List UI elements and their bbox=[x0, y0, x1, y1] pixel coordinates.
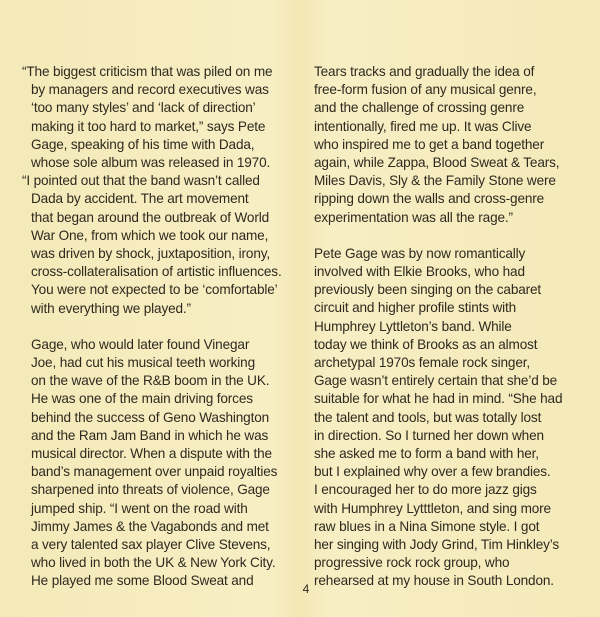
paragraph-gage-background bbox=[22, 336, 302, 591]
text-line: Gage, who would later found Vinegar bbox=[31, 336, 250, 352]
text-line: her singing with Jody Grind, Tim Hinkley’s bbox=[314, 537, 560, 553]
page-number: 4 bbox=[302, 582, 310, 596]
text-line: experimentation was all the rage.” bbox=[314, 209, 513, 225]
text-line: today we think of Brooks as an almost bbox=[314, 336, 538, 352]
text-line: Joe, had cut his musical teeth working bbox=[31, 355, 256, 371]
text-line: making it too hard to market,” says Pete bbox=[31, 118, 266, 134]
left-column bbox=[22, 63, 302, 591]
text-line: Gage, speaking of his time with Dada, bbox=[31, 136, 255, 152]
text-line: with everything we played.” bbox=[31, 300, 191, 316]
text-line: ‘too many styles’ and ‘lack of direction’ bbox=[31, 100, 256, 116]
text-line: He was one of the main driving forces bbox=[31, 391, 253, 407]
text-line: jumped ship. “I went on the road with bbox=[31, 500, 248, 516]
text-line: “The biggest criticism that was piled on me bbox=[22, 64, 273, 79]
text-line: with Humphrey Lytttleton, and sing more bbox=[314, 500, 551, 516]
text-line: intentionally, fired me up. It was Clive bbox=[314, 118, 532, 134]
text-line: He played me some Blood Sweat and bbox=[31, 573, 254, 589]
text-line: whose sole album was released in 1970. bbox=[31, 155, 271, 171]
text-line: Pete Gage was by now romantically bbox=[314, 245, 526, 261]
paragraph-fusion-idea bbox=[314, 63, 594, 227]
text-line: Jimmy James & the Vagabonds and met bbox=[31, 518, 269, 534]
text-line: Humphrey Lyttleton’s band. While bbox=[314, 318, 512, 334]
text-line: and the challenge of crossing genre bbox=[314, 100, 525, 116]
text-line: who lived in both the UK & New York City. bbox=[31, 555, 276, 571]
text-line: involved with Elkie Brooks, who had bbox=[314, 264, 525, 280]
text-line: I encouraged her to do more jazz gigs bbox=[314, 482, 537, 498]
paragraph-quote-dada bbox=[22, 172, 302, 318]
text-line: she asked me to form a band with her, bbox=[314, 446, 539, 462]
paragraph-elkie-brooks bbox=[314, 245, 594, 591]
paragraph-spacer bbox=[314, 227, 594, 245]
text-line: was driven by shock, juxtaposition, irony, bbox=[31, 246, 271, 262]
text-line: in direction. So I turned her down when bbox=[314, 427, 544, 443]
text-line: Gage wasn’t entirely certain that she’d be bbox=[314, 373, 558, 389]
text-line: progressive rock rock group, who bbox=[314, 555, 510, 571]
text-line: free-form fusion of any musical genre, bbox=[314, 82, 537, 98]
text-line: “I pointed out that the band wasn’t called bbox=[22, 173, 260, 189]
text-line: who inspired me to get a band together bbox=[314, 136, 545, 152]
text-line: War One, from which we took our name, bbox=[31, 227, 269, 243]
text-line: raw blues in a Nina Simone style. I got bbox=[314, 518, 540, 534]
text-line: ripping down the walls and cross-genre bbox=[314, 191, 545, 207]
text-line: behind the success of Geno Washington bbox=[31, 409, 270, 425]
text-line: circuit and higher profile stints with bbox=[314, 300, 517, 316]
text-line: and the Ram Jam Band in which he was bbox=[31, 427, 269, 443]
text-line: musical director. When a dispute with the bbox=[31, 446, 272, 462]
paragraph-quote-criticism bbox=[22, 63, 302, 172]
text-line: Tears tracks and gradually the idea of bbox=[314, 64, 535, 79]
text-line: rehearsed at my house in South London. bbox=[314, 573, 554, 589]
text-line: a very talented sax player Clive Stevens, bbox=[31, 537, 271, 553]
text-line: again, while Zappa, Blood Sweat & Tears, bbox=[314, 155, 560, 171]
text-line: archetypal 1970s female rock singer, bbox=[314, 355, 530, 371]
text-line: Miles Davis, Sly & the Family Stone were bbox=[314, 173, 556, 189]
text-line: suitable for what he had in mind. “She had bbox=[314, 391, 563, 407]
right-column bbox=[314, 63, 594, 591]
text-line: by managers and record executives was bbox=[31, 82, 269, 98]
text-line: sharpened into threats of violence, Gage bbox=[31, 482, 270, 498]
text-line: Dada by accident. The art movement bbox=[31, 191, 249, 207]
text-line: on the wave of the R&B boom in the UK. bbox=[31, 373, 270, 389]
text-line: but I explained why over a few brandies. bbox=[314, 464, 551, 480]
text-line: You were not expected to be ‘comfortable’ bbox=[31, 282, 278, 298]
text-line: the talent and tools, but was totally lost bbox=[314, 409, 542, 425]
paragraph-spacer bbox=[22, 318, 302, 336]
text-line: band’s management over unpaid royalties bbox=[31, 464, 278, 480]
text-line: previously been singing on the cabaret bbox=[314, 282, 542, 298]
text-line: cross-collateralisation of artistic influences. bbox=[31, 264, 282, 280]
text-line: that began around the outbreak of World bbox=[31, 209, 270, 225]
